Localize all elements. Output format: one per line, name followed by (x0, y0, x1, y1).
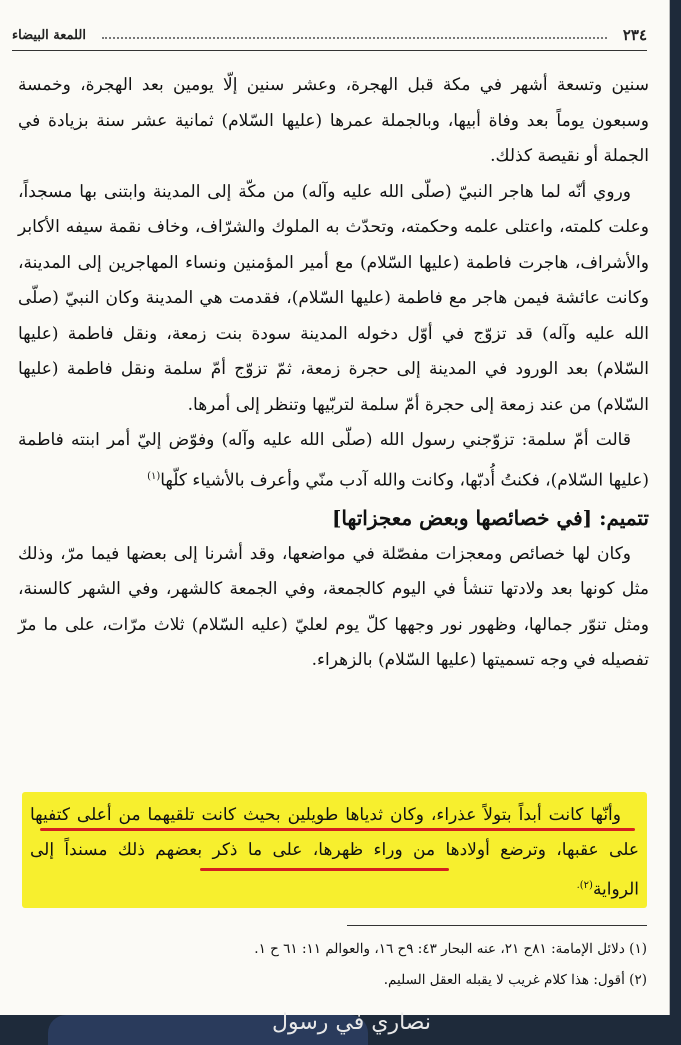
highlighted-paragraph (30, 798, 639, 908)
paragraph-1: سنين وتسعة أشهر في مكة قبل الهجرة، وعشر سنين إلّا يومين بعد الهجرة، وخمسة وسبعون يوماً بعد وفاة أبيها، وبالجملة عمرها (عليها السّلام) ثمانية عشر سنة بزيادة في الجملة أو نقيصة كذلك. (18, 75, 649, 166)
paragraph-4: وكان لها خصائص ومعجزات مفصّلة في مواضعها، وقد أشرنا إلى بعضها فيما مرّ، وذلك مثل كونها بعد ولادتها تنشأ في اليوم كالجمعة، وفي الجمعة كالشهر، وفي الشهر كالسنة، ومثل تنوّر جمالها، وظهور نور وجهها كلّ يوم لعليّ (عليه السّلام) ثلاث مرّات، على ما مرّ تفصيله في وجه تسميتها (عليها السّلام) بالزهراء. (18, 543, 649, 671)
paragraph-2: وروي أنّه لما هاجر النبيّ (صلّى الله عليه وآله) من مكّة إلى المدينة وابتنى بها مسجداً، وعلت كلمته، واعتلى علمه وحكمته، وتحدّث به الملوك والشرّاف، وخاف نقمة سيفه الأكابر والأشراف، هاجرت فاطمة (عليها السّلام) مع أمير المؤمنين ونساء المهاجرين إلى المدينة، وكانت عائشة فيمن هاجر مع فاطمة (عليها السّلام)، فقدمت هي المدينة وكان النبيّ (صلّى الله عليه وآله) قد تزوّج في أوّل دخوله المدينة سودة بنت زمعة، ونقل فاطمة (عليها السّلام) بعد الورود في المدينة إلى حجرة زمعة، ثمّ تزوّج أمّ سلمة ونقل فاطمة (عليها السّلام) من عند زمعة إلى حجرة أمّ سلمة لتربّيها وتنظر إلى أمرها. (18, 181, 649, 415)
paragraph-3 (18, 423, 649, 499)
body-text (18, 68, 649, 679)
running-title: اللمعة البيضاء (12, 28, 86, 43)
footnote-1: (١) دلائل الإمامة: ٨١ح ٢١، عنه البحار ٤٣: ٩ح ١٦، والعوالم ١١: ٦١ ح ١. (254, 941, 647, 957)
paragraph-5 (30, 798, 639, 908)
bottom-overlay-text: نصاري في رسول (272, 1010, 431, 1035)
footnote-ref-2: (٢). (576, 880, 593, 891)
section-title: تتميم: [في خصائصها وبعض معجزاتها] (331, 505, 649, 530)
page-header (12, 24, 647, 52)
footnotes (20, 934, 647, 996)
header-dot-leader (102, 37, 607, 39)
page-number: ٢٣٤ (622, 26, 647, 44)
header-rule (12, 50, 647, 51)
footnote-2: (٢) أقول: هذا كلام غريب لا يقبله العقل السليم. (383, 972, 647, 988)
paragraph-5-text: وأنّها كانت أبداً بتولاً عذراء، وكان ثدياها طويلين بحيث كانت تلقيهما من أعلى كتفيها على عقبها، وترضع أولادها من وراء ظهرها، على ما ذكر بعضهم ذلك مسنداً إلى الرواية (30, 805, 639, 900)
footnote-ref-1: (١) (147, 470, 161, 482)
paragraph-3-text: قالت أمّ سلمة: تزوّجني رسول الله (صلّى الله عليه وآله) وفوّض إليّ أمر ابنته فاطمة (عليها السّلام)، فكنتُ أُدبّها، وكانت والله آدب منّي وأعرف بالأشياء كلّها (18, 430, 649, 491)
footnote-rule (347, 925, 647, 926)
